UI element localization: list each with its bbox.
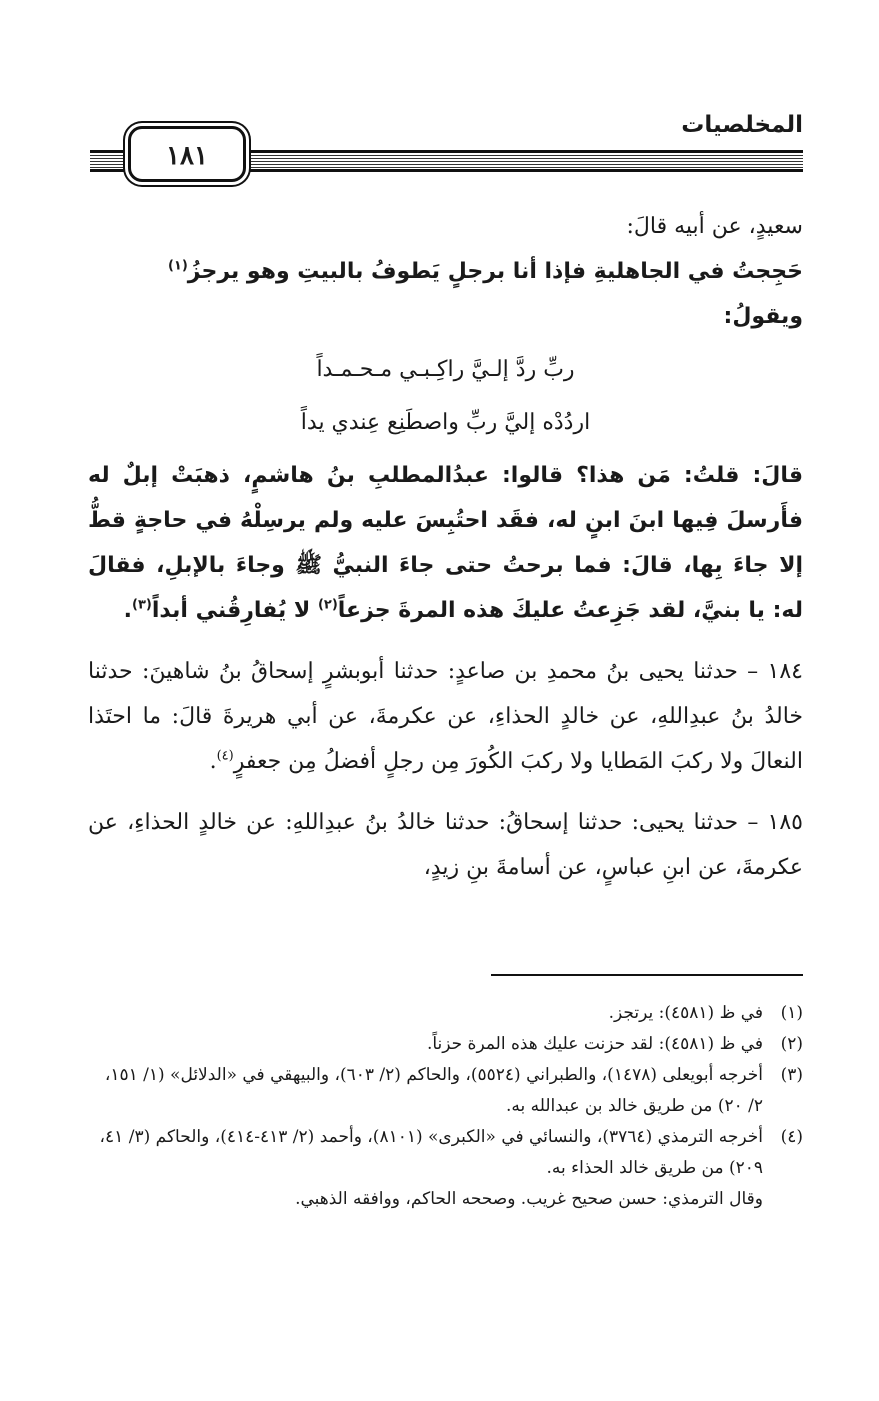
quote-text-2: لا يُفارِقُني أبداً: [151, 598, 318, 623]
footnote-text: أخرجه أبويعلى (١٤٧٨)، والطبراني (٥٥٢٤)، والحاكم (٢/ ٦٠٣)، والبيهقي في «الدلائل» (١/ ١٥١، ٢/ ٢٠) من طريق خالد بن عبدالله به.: [104, 1065, 763, 1116]
footnote-1: [88, 998, 803, 1029]
hadith-184-end: .: [209, 749, 217, 774]
footnote-4-continuation: وقال الترمذي: حسن صحيح غريب. وصححه الحاكم، ووافقه الذهبي.: [295, 1189, 763, 1209]
quote-paragraph: [88, 453, 803, 633]
page-header: [90, 112, 803, 182]
footnote-number: (٢): [780, 1034, 803, 1054]
verse-2: اردُدْه إليَّ ربِّ واصطَنِع عِندي يداً: [300, 410, 591, 435]
quote-end: .: [123, 598, 133, 623]
footnote-3: [88, 1060, 803, 1122]
footnote-ref-1: (١): [167, 258, 188, 274]
running-title: المخلصيات: [681, 112, 803, 138]
footnote-text: في ظ (٤٥٨١): يرتجز.: [608, 1003, 763, 1023]
page-number: ١٨١: [128, 126, 246, 182]
footnotes: [88, 998, 803, 1215]
footnote-4: [88, 1122, 803, 1184]
hadith-184-text: – حدثنا يحيى بنُ محمدِ بن صاعدٍ: حدثنا أبوبشرٍ إسحاقُ بنُ شاهينَ: حدثنا خالدُ بنُ عبدِاللهِ، عن خالدٍ الحذاءِ، عن عكرمةَ، عن أبي هريرةَ قالَ: ما احتَذا النعالَ ولا ركبَ المَطايا ولا ركبَ الكُورَ مِن رجلٍ أفضلُ مِن جعفرٍ: [88, 659, 803, 774]
footnote-separator: [491, 974, 803, 976]
hadith-184: [88, 649, 803, 784]
quote-text: قالَ: قلتُ: مَن هذا؟ قالوا: عبدُالمطلبِ بنُ هاشمٍ، ذهبَتْ إبلٌ له فأَرسلَ فِيها ابنَ ابنٍ له، فقَد احتُبِسَ عليه ولم يرسِلْهُ في حاجةٍ قطُّ إلا جاءَ بِها، قالَ: فما برحتُ حتى جاءَ النبيُّ ﷺ وجاءَ بالإبلِ، فقالَ له: يا بنيَّ، لقد جَزِعتُ عليكَ هذه المرةَ جزعاً: [88, 463, 803, 623]
footnote-2: [88, 1029, 803, 1060]
footnote-text: في ظ (٤٥٨١): لقد حزنت عليك هذه المرة حزناً.: [426, 1034, 763, 1054]
narration-end: ويقولُ:: [723, 304, 803, 329]
footnote-text: أخرجه الترمذي (٣٧٦٤)، والنسائي في «الكبرى» (٨١٠١)، وأحمد (٢/ ٤١٣-٤١٤)، والحاكم (٣/ ٤١، ٢٠٩) من طريق خالد الحذاء به.: [99, 1127, 763, 1178]
footnote-number: (١): [780, 1003, 803, 1023]
footnote-ref-3: (٣): [132, 597, 152, 613]
verse-1: ربِّ ردَّ إلـيَّ راكِـبـي مـحـمـداً: [316, 357, 575, 382]
hadith-184-number: ١٨٤: [767, 659, 803, 684]
narration: [88, 249, 803, 339]
footnote-number: (٣): [780, 1065, 803, 1085]
main-text: [88, 204, 803, 890]
opening-line: سعيدٍ، عن أبيه قالَ:: [626, 214, 803, 239]
hadith-185: [88, 800, 803, 890]
narration-text: حَجِجتُ في الجاهليةِ فإذا أنا برجلٍ يَطوفُ بالبيتِ وهو يرجزُ: [187, 259, 803, 284]
footnote-ref-4: (٤): [216, 748, 234, 764]
footnote-number: (٤): [780, 1127, 803, 1147]
footnote-ref-2: (٢): [317, 597, 338, 613]
hadith-185-number: ١٨٥: [767, 810, 803, 835]
hadith-185-text: – حدثنا يحيى: حدثنا إسحاقُ: حدثنا خالدُ بنُ عبدِاللهِ: عن خالدٍ الحذاءِ، عن عكرمةَ، عن ابنِ عباسٍ، عن أسامةَ بنِ زيدٍ،: [88, 810, 803, 880]
